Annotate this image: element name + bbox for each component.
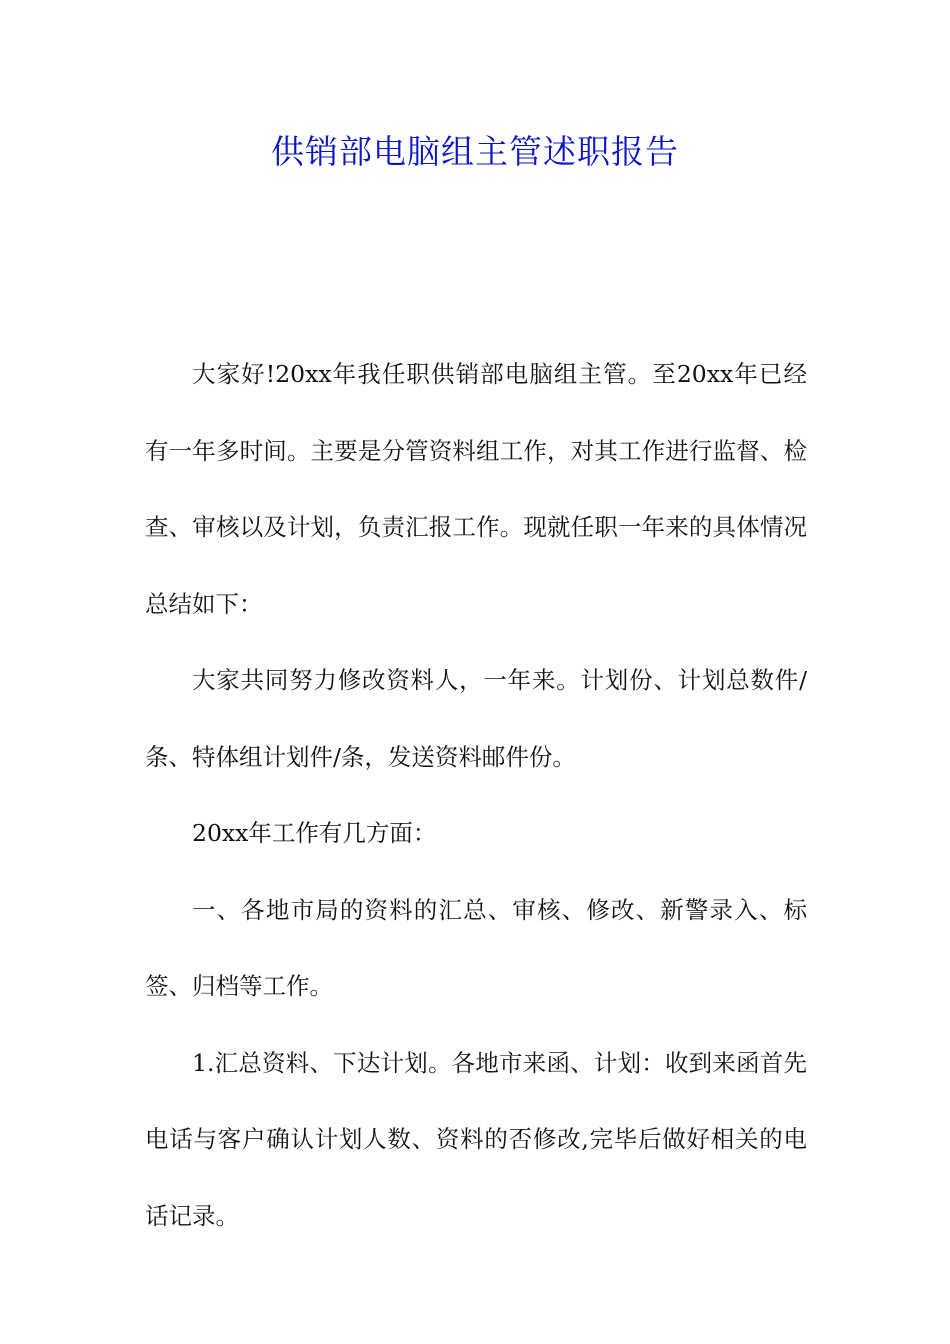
document-title: 供销部电脑组主管述职报告 — [271, 132, 679, 171]
paragraph-item-one: 1.汇总资料、下达计划。各地市来函、计划：收到来函首先电话与客户确认计划人数、资料的否修改,完毕后做好相关的电话记录。 — [145, 1048, 807, 1230]
paragraph-section-one: 一、各地市局的资料的汇总、审核、修改、新警录入、标签、归档等工作。 — [145, 895, 807, 1000]
paragraph-aspects: 20xx年工作有几方面： — [192, 819, 437, 847]
document-body — [145, 336, 807, 1254]
paragraph-intro: 大家好!20xx年我任职供销部电脑组主管。至20xx年已经有一年多时间。主要是分管资料组工作，对其工作进行监督、检查、审核以及计划，负责汇报工作。现就任职一年来的具体情况总结如下： — [145, 360, 807, 618]
paragraph-summary: 大家共同努力修改资料人，一年来。计划份、计划总数件/条、特体组计划件/条，发送资料邮件份。 — [145, 666, 807, 771]
